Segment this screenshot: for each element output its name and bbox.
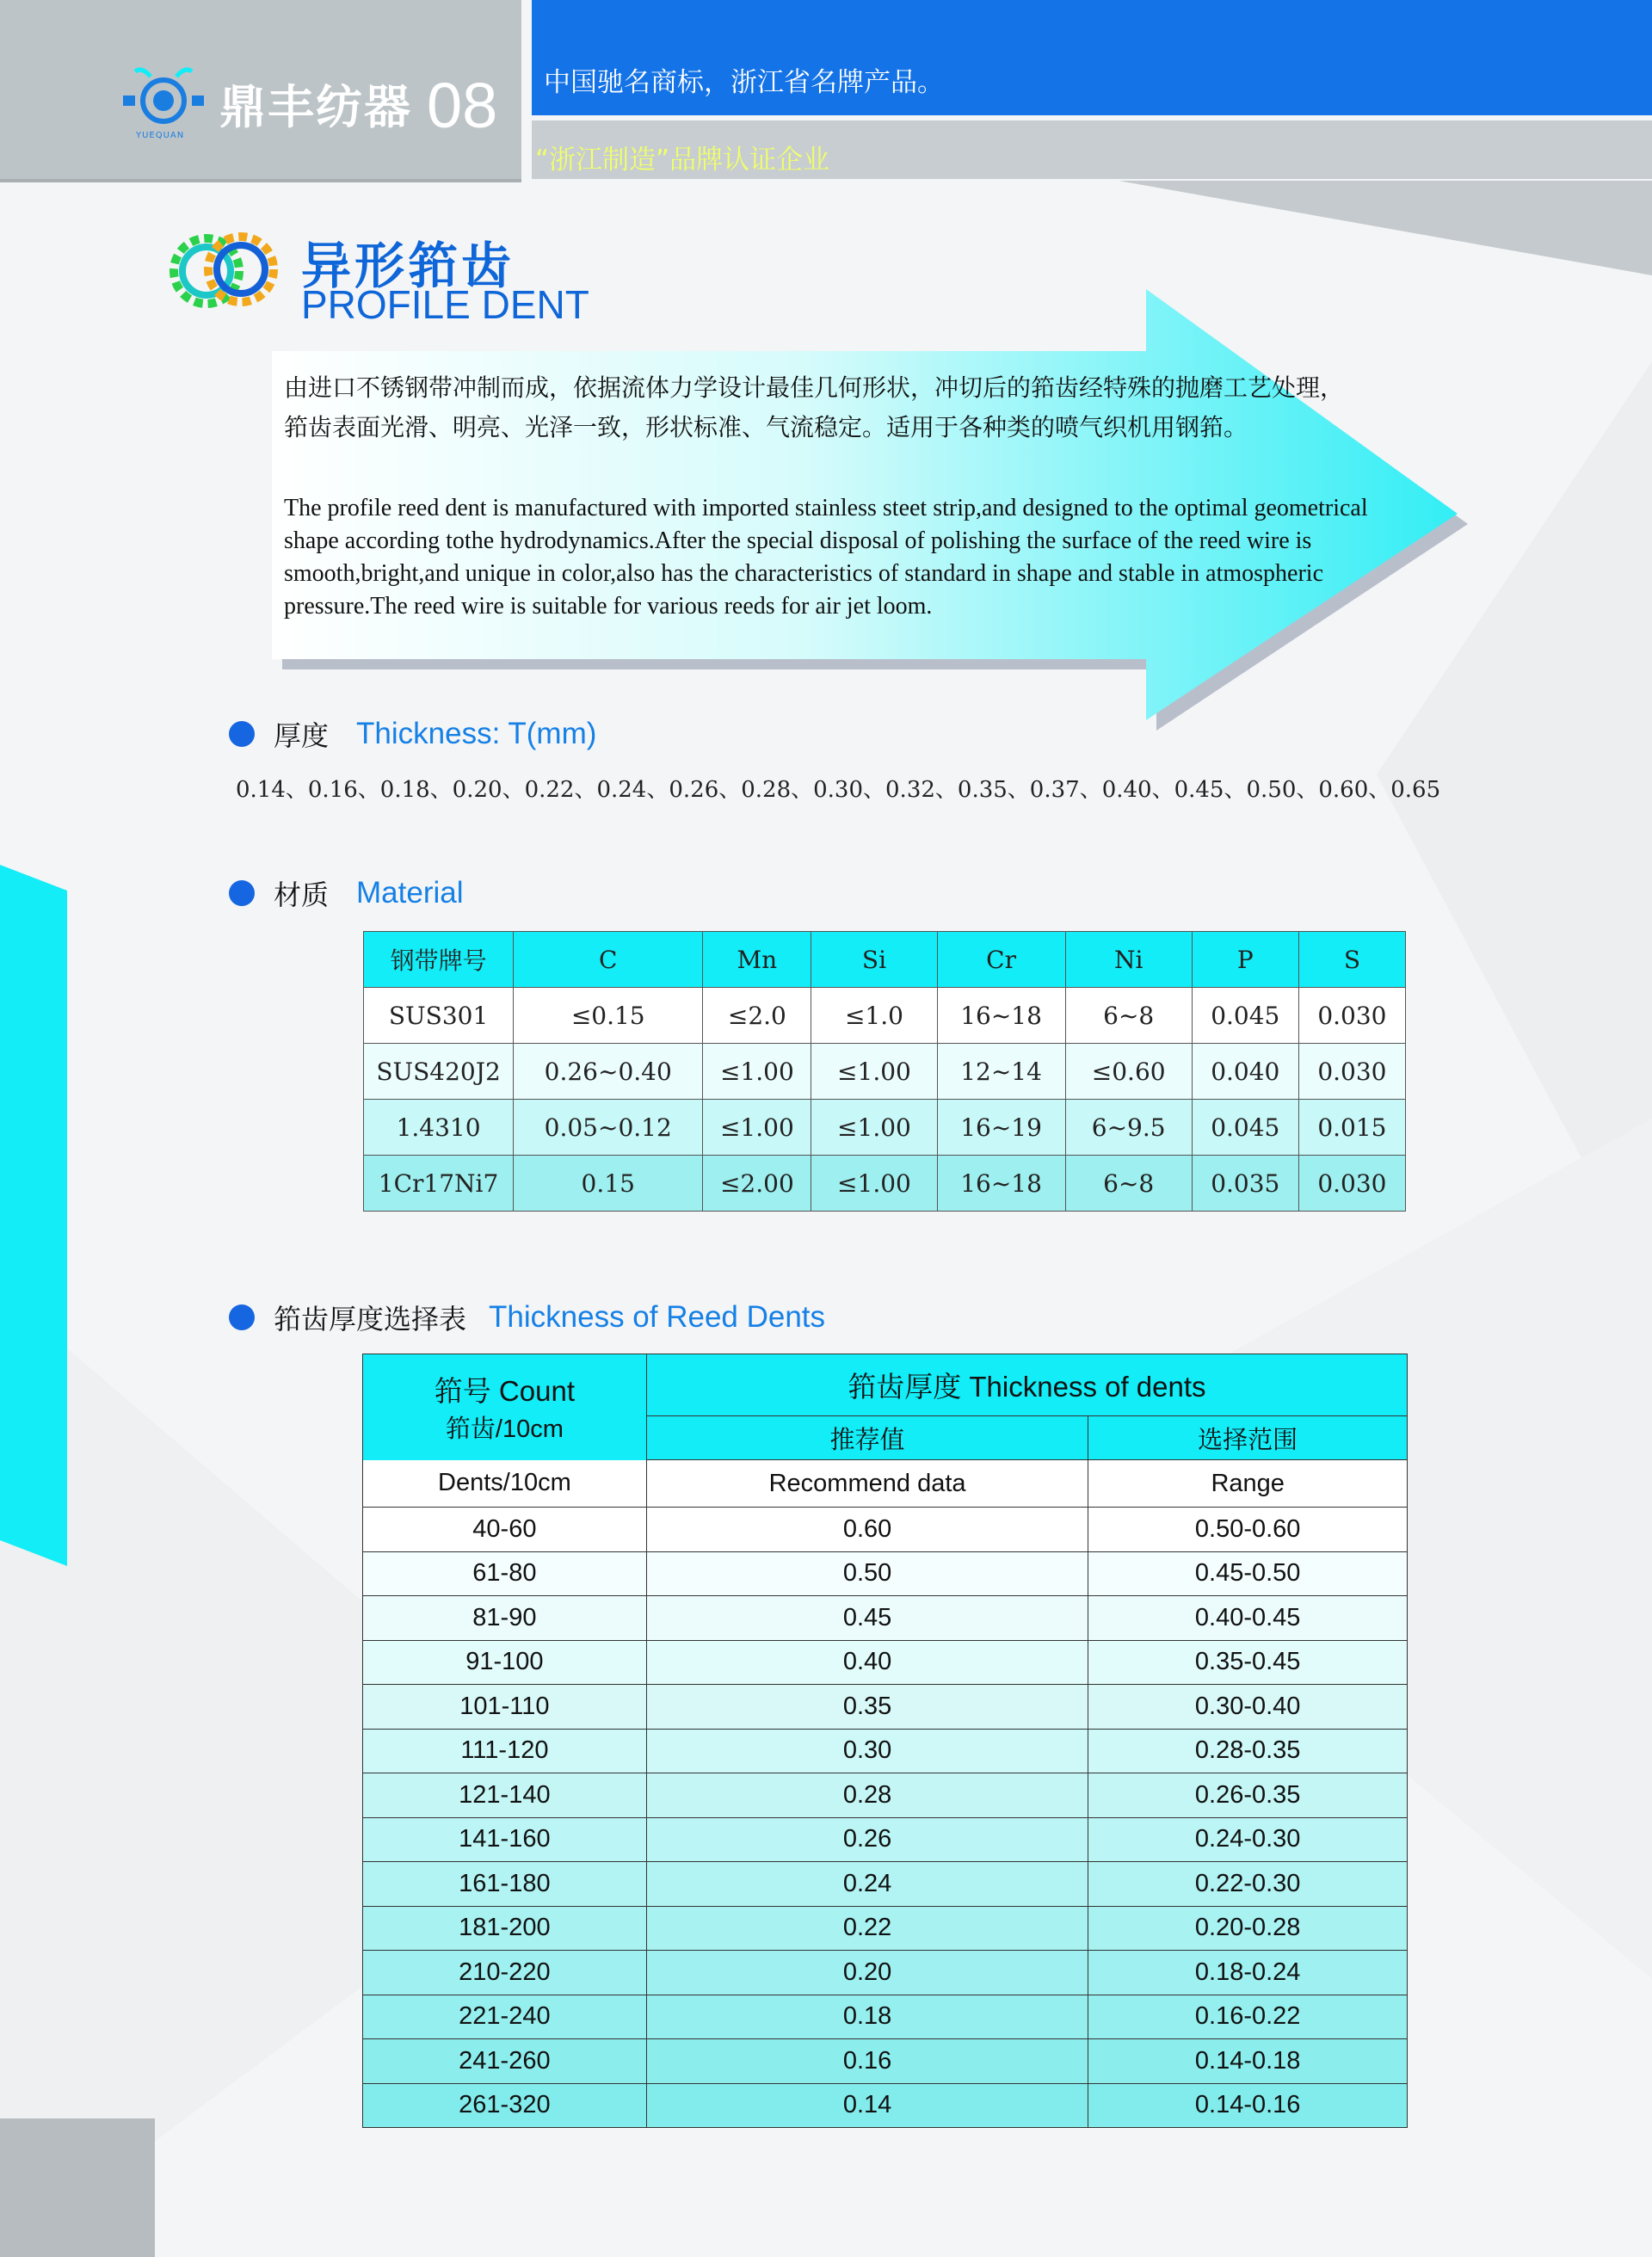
bottom-left-gray-block: [0, 2118, 155, 2257]
range-cell: 0.18-0.24: [1088, 1951, 1408, 1995]
range-cell: 0.26-0.35: [1088, 1773, 1408, 1818]
col-si: Si: [811, 932, 937, 988]
range-header-en: Range: [1088, 1460, 1408, 1508]
count-cell: 91-100: [363, 1640, 647, 1685]
dents-header-row: [363, 1354, 1408, 1416]
dents-label-cn: 筘齿厚度选择表: [274, 1303, 467, 1335]
range-cell: 0.22-0.30: [1088, 1862, 1408, 1907]
count-cell: 121-140: [363, 1773, 647, 1818]
table-cell: 16~18: [937, 1156, 1065, 1212]
thickness-label-en: Thickness: T(mm): [356, 717, 597, 750]
bullet-dot: [229, 721, 255, 747]
table-cell: ≤1.00: [703, 1100, 811, 1156]
table-cell: 0.15: [514, 1156, 703, 1212]
col-c: C: [514, 932, 703, 988]
count-cell: 141-160: [363, 1817, 647, 1862]
table-cell: 1.4310: [364, 1100, 514, 1156]
range-header-cn: 选择范围: [1088, 1416, 1408, 1460]
table-row: [364, 1100, 1406, 1156]
count-cell: 261-320: [363, 2083, 647, 2128]
table-row: [363, 1773, 1408, 1818]
range-cell: 0.35-0.45: [1088, 1640, 1408, 1685]
table-cell: 6~8: [1065, 1156, 1192, 1212]
count-cell: 221-240: [363, 1995, 647, 2039]
table-row: [363, 2083, 1408, 2128]
table-row: [363, 2039, 1408, 2084]
recommend-header-en: Recommend data: [646, 1460, 1088, 1508]
range-cell: 0.14-0.18: [1088, 2039, 1408, 2084]
recommend-cell: 0.35: [646, 1685, 1088, 1730]
table-cell: 0.045: [1192, 988, 1298, 1044]
thickness-header: 筘齿厚度 Thickness of dents: [646, 1354, 1407, 1416]
recommend-cell: 0.20: [646, 1951, 1088, 1995]
table-cell: 0.035: [1192, 1156, 1298, 1212]
bullet-dot: [229, 1304, 255, 1330]
table-cell: ≤1.00: [811, 1044, 937, 1100]
recommend-cell: 0.14: [646, 2083, 1088, 2128]
description-cn: 由进口不锈钢带冲制而成，依据流体力学设计最佳几何形状，冲切后的筘齿经特殊的抛磨工艺处理，筘齿表面光滑、明亮、光泽一致，形状标准、气流稳定。适用于各种类的喷气织机用钢筘。: [284, 373, 1345, 441]
table-row: [363, 1817, 1408, 1862]
count-cell: 61-80: [363, 1551, 647, 1596]
brand-name: 鼎丰纺器: [219, 80, 412, 134]
table-cell: 0.040: [1192, 1044, 1298, 1100]
recommend-cell: 0.24: [646, 1862, 1088, 1907]
range-cell: 0.40-0.45: [1088, 1596, 1408, 1641]
count-cell: 111-120: [363, 1729, 647, 1773]
count-cell: 241-260: [363, 2039, 647, 2084]
table-row: [363, 1508, 1408, 1552]
count-cell: 81-90: [363, 1596, 647, 1641]
logo-subtext: YUEQUAN: [136, 131, 185, 140]
recommend-cell: 0.45: [646, 1596, 1088, 1641]
table-cell: 0.05~0.12: [514, 1100, 703, 1156]
thickness-label-cn: 厚度: [274, 719, 330, 752]
col-ni: Ni: [1065, 932, 1192, 988]
count-cell: 161-180: [363, 1862, 647, 1907]
count-header-title: 筘号 Count: [434, 1375, 575, 1408]
table-row: [364, 1044, 1406, 1100]
table-cell: 0.045: [1192, 1100, 1298, 1156]
recommend-cell: 0.18: [646, 1995, 1088, 2039]
table-cell: 0.015: [1298, 1100, 1405, 1156]
table-cell: ≤2.0: [703, 988, 811, 1044]
range-cell: 0.30-0.40: [1088, 1685, 1408, 1730]
header-slogan: 中国驰名商标，浙江省名牌产品。: [544, 67, 944, 98]
table-cell: ≤1.00: [703, 1044, 811, 1100]
table-cell: 16~18: [937, 988, 1065, 1044]
table-cell: ≤0.60: [1065, 1044, 1192, 1100]
table-cell: 1Cr17Ni7: [364, 1156, 514, 1212]
count-cell: 40-60: [363, 1508, 647, 1552]
table-cell: SUS301: [364, 988, 514, 1044]
page-title-cn: 异形筘齿: [301, 237, 515, 295]
table-row: [363, 1729, 1408, 1773]
count-cell: 210-220: [363, 1951, 647, 1995]
range-cell: 0.45-0.50: [1088, 1551, 1408, 1596]
count-cell: 181-200: [363, 1906, 647, 1951]
table-cell: 0.030: [1298, 1044, 1405, 1100]
table-row: [364, 1156, 1406, 1212]
bullet-dot: [229, 880, 255, 906]
dents-label-en: Thickness of Reed Dents: [489, 1300, 826, 1334]
material-heading: [229, 873, 464, 913]
range-cell: 0.14-0.16: [1088, 2083, 1408, 2128]
count-cell: 101-110: [363, 1685, 647, 1730]
table-cell: ≤1.00: [811, 1156, 937, 1212]
table-row: [363, 1685, 1408, 1730]
table-cell: 12~14: [937, 1044, 1065, 1100]
material-table: [363, 931, 1406, 1212]
col-steel-grade: 钢带牌号: [364, 932, 514, 988]
dents-table: [362, 1354, 1408, 2128]
count-header-sub: 筘齿/10cm: [445, 1415, 564, 1444]
table-row: [363, 1951, 1408, 1995]
table-row: [363, 1995, 1408, 2039]
col-mn: Mn: [703, 932, 811, 988]
table-cell: 16~19: [937, 1100, 1065, 1156]
table-row: [363, 1906, 1408, 1951]
material-table-header: [364, 932, 1406, 988]
table-row: [364, 988, 1406, 1044]
table-cell: 6~8: [1065, 988, 1192, 1044]
col-cr: Cr: [937, 932, 1065, 988]
count-header: [363, 1354, 647, 1460]
recommend-cell: 0.28: [646, 1773, 1088, 1818]
range-cell: 0.28-0.35: [1088, 1729, 1408, 1773]
dents-heading: [229, 1298, 825, 1337]
table-row: [363, 1862, 1408, 1907]
material-label-en: Material: [356, 876, 464, 910]
description-en: The profile reed dent is manufactured with imported stainless steet strip,and designed to the optimal geometrical shape according tothe hydrodynamics.After the special disposal of polishing the surface of the reed wire is smooth,bright,and unique in color,also has the characteristics of standard in shape and stable in atmospheric pressure.The reed wire is suitable for various reeds for air jet loom.: [284, 495, 1368, 620]
table-cell: 0.030: [1298, 1156, 1405, 1212]
range-cell: 0.16-0.22: [1088, 1995, 1408, 2039]
table-cell: ≤1.00: [811, 1100, 937, 1156]
dents-subheader-en-row: [363, 1460, 1408, 1508]
recommend-cell: 0.22: [646, 1906, 1088, 1951]
recommend-cell: 0.50: [646, 1551, 1088, 1596]
header-certification: “浙江制造”品牌认证企业: [535, 145, 830, 176]
range-cell: 0.50-0.60: [1088, 1508, 1408, 1552]
table-cell: 0.26~0.40: [514, 1044, 703, 1100]
recommend-cell: 0.16: [646, 2039, 1088, 2084]
table-cell: 0.030: [1298, 988, 1405, 1044]
recommend-cell: 0.26: [646, 1817, 1088, 1862]
table-cell: ≤0.15: [514, 988, 703, 1044]
count-header-en: Dents/10cm: [363, 1460, 647, 1508]
material-label-cn: 材质: [274, 879, 330, 911]
thickness-values: 0.14、0.16、0.18、0.20、0.22、0.24、0.26、0.28、0.30、0.32、0.35、0.37、0.40、0.45、0.50、0.60、0.65: [236, 777, 1441, 803]
table-cell: ≤1.0: [811, 988, 937, 1044]
col-p: P: [1192, 932, 1298, 988]
recommend-cell: 0.60: [646, 1508, 1088, 1552]
recommend-header-cn: 推荐值: [646, 1416, 1088, 1460]
table-cell: ≤2.00: [703, 1156, 811, 1212]
page-title-en: PROFILE DENT: [301, 282, 589, 327]
recommend-cell: 0.40: [646, 1640, 1088, 1685]
recommend-cell: 0.30: [646, 1729, 1088, 1773]
table-cell: 6~9.5: [1065, 1100, 1192, 1156]
range-cell: 0.24-0.30: [1088, 1817, 1408, 1862]
col-s: S: [1298, 932, 1405, 988]
page-number: 08: [427, 70, 498, 141]
thickness-heading: [229, 714, 596, 754]
table-row: [363, 1551, 1408, 1596]
dents-table-body: [363, 1508, 1408, 2128]
table-row: [363, 1596, 1408, 1641]
table-row: [363, 1640, 1408, 1685]
table-cell: SUS420J2: [364, 1044, 514, 1100]
range-cell: 0.20-0.28: [1088, 1906, 1408, 1951]
